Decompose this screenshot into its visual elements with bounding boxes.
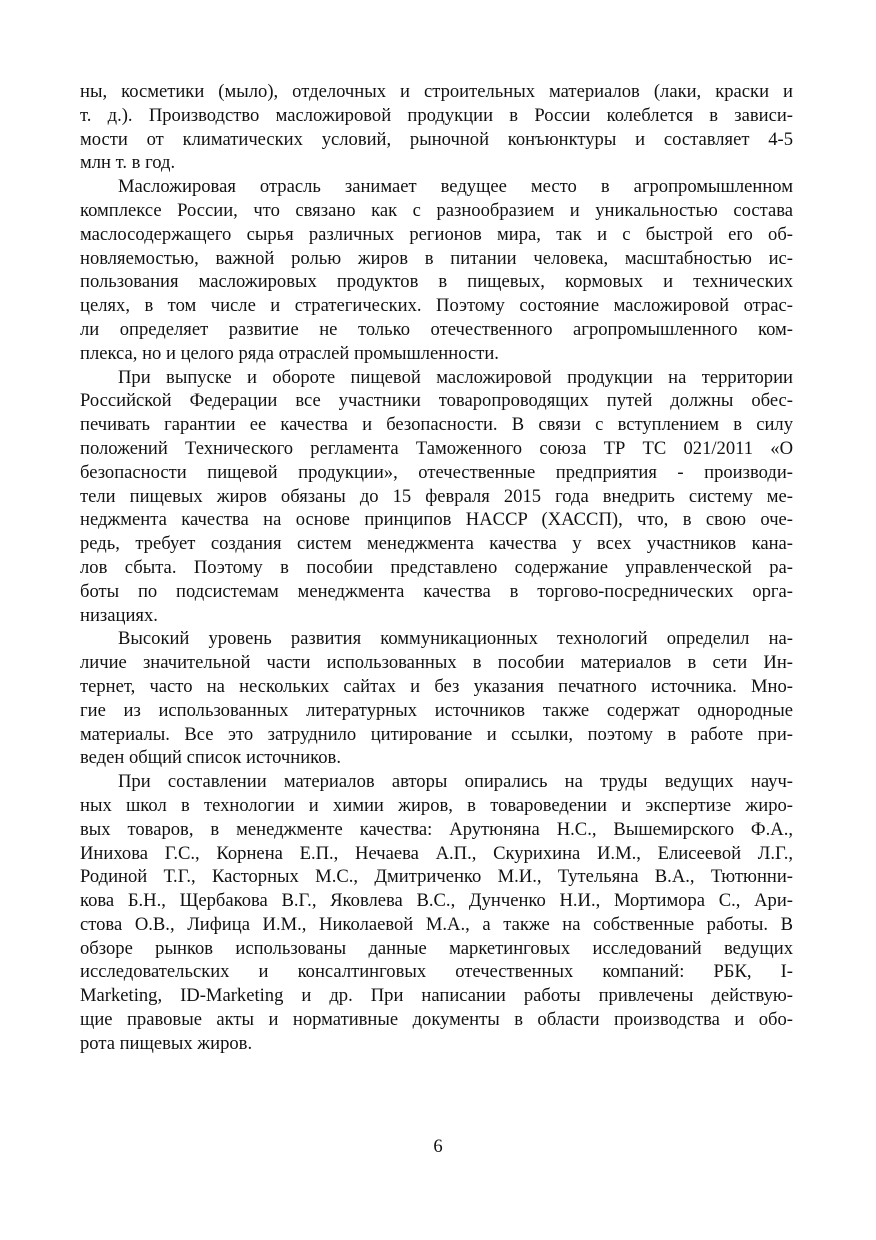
paragraph-1 xyxy=(80,80,793,175)
text-line: млн т. в год. xyxy=(80,152,176,174)
text-line: неджмента качества на основе принципов HACCP (ХАССП), что, в свою оче- xyxy=(80,509,793,531)
text-line: исследовательских и консалтинговых отечественных компаний: РБК, I- xyxy=(80,961,793,983)
text-line: вых товаров, в менеджменте качества: Арутюняна Н.С., Вышемирского Ф.А., xyxy=(80,818,793,840)
text-line: Marketing, ID-Marketing и др. При написании работы привлечены действую- xyxy=(80,985,793,1007)
text-line: обзоре рынков использованы данные маркетинговых исследований ведущих xyxy=(80,937,793,959)
text-line: Российской Федерации все участники товаропроводящих путей должны обес- xyxy=(80,390,793,412)
text-line: комплексе России, что связано как с разнообразием и уникальностью состава xyxy=(80,199,793,221)
text-line: щие правовые акты и нормативные документы в области производства и обо- xyxy=(80,1009,793,1031)
text-line: положений Технического регламента Таможенного союза ТР ТС 021/2011 «О xyxy=(80,437,793,459)
text-line: ных школ в технологии и химии жиров, в товароведении и экспертизе жиро- xyxy=(80,794,793,816)
text-line: личие значительной части использованных в пособии материалов в сети Ин- xyxy=(80,652,793,674)
page-number: 6 xyxy=(433,1136,443,1157)
text-line: тернет, часто на нескольких сайтах и без указания печатного источника. Мно- xyxy=(80,675,793,697)
text-line: кова Б.Н., Щербакова В.Г., Яковлева В.С., Дунченко Н.И., Мортимора С., Ари- xyxy=(80,890,793,912)
text-line: ны, косметики (мыло), отделочных и строительных материалов (лаки, краски и xyxy=(80,81,793,102)
paragraph-3 xyxy=(80,366,793,628)
text-line: лов сбыта. Поэтому в пособии представлено содержание управленческой ра- xyxy=(80,556,793,578)
text-line: тели пищевых жиров обязаны до 15 февраля 2015 года внедрить систему ме- xyxy=(80,485,793,507)
text-line: мости от климатических условий, рыночной конъюнктуры и составляет 4-5 xyxy=(80,128,793,150)
text-line: безопасности пищевой продукции», отечественные предприятия - производи- xyxy=(80,461,793,483)
text-line: стова О.В., Лифица И.М., Николаевой М.А., а также на собственные работы. В xyxy=(80,913,793,935)
text-line: веден общий список источников. xyxy=(80,747,341,769)
text-line: плекса, но и целого ряда отраслей промышленности. xyxy=(80,342,499,364)
text-line: т. д.). Производство масложировой продукции в России колеблется в зависи- xyxy=(80,104,793,126)
text-line: низациях. xyxy=(80,604,158,626)
text-line: Инихова Г.С., Корнена Е.П., Нечаева А.П., Скурихина И.М., Елисеевой Л.Г., xyxy=(80,842,793,864)
text-line: печивать гарантии ее качества и безопасности. В связи с вступлением в силу xyxy=(80,414,793,436)
text-line: боты по подсистемам менеджмента качества в торгово-посреднических орга- xyxy=(80,580,793,602)
paragraph-5 xyxy=(80,770,793,1056)
text-line: При составлении материалов авторы опирались на труды ведущих науч- xyxy=(118,771,793,793)
text-line: редь, требует создания систем менеджмента качества у всех участников кана- xyxy=(80,533,793,555)
text-line: пользования масложировых продуктов в пищевых, кормовых и технических xyxy=(80,271,793,293)
paragraph-2 xyxy=(80,175,793,365)
text-line: целях, в том числе и стратегических. Поэтому состояние масложировой отрас- xyxy=(80,295,793,317)
text-line: новляемостью, важной ролью жиров в питании человека, масштабностью ис- xyxy=(80,247,793,269)
paragraph-4 xyxy=(80,627,793,770)
text-line: маслосодержащего сырья различных регионов мира, так и с быстрой его об- xyxy=(80,223,793,245)
text-line: ли определяет развитие не только отечественного агропромышленного ком- xyxy=(80,318,793,340)
text-line: рота пищевых жиров. xyxy=(80,1032,253,1054)
text-line: Родиной Т.Г., Касторных М.С., Дмитриченко М.И., Тутельяна В.А., Тютюнни- xyxy=(80,866,793,888)
text-line: гие из использованных литературных источников также содержат однородные xyxy=(80,699,793,721)
text-line: материалы. Все это затруднило цитирование и ссылки, поэтому в работе при- xyxy=(80,723,793,745)
text-line: При выпуске и обороте пищевой масложировой продукции на территории xyxy=(118,366,793,388)
document-body xyxy=(80,80,793,1056)
text-line: Масложировая отрасль занимает ведущее место в агропромышленном xyxy=(118,176,793,198)
text-line: Высокий уровень развития коммуникационных технологий определил на- xyxy=(118,628,793,650)
